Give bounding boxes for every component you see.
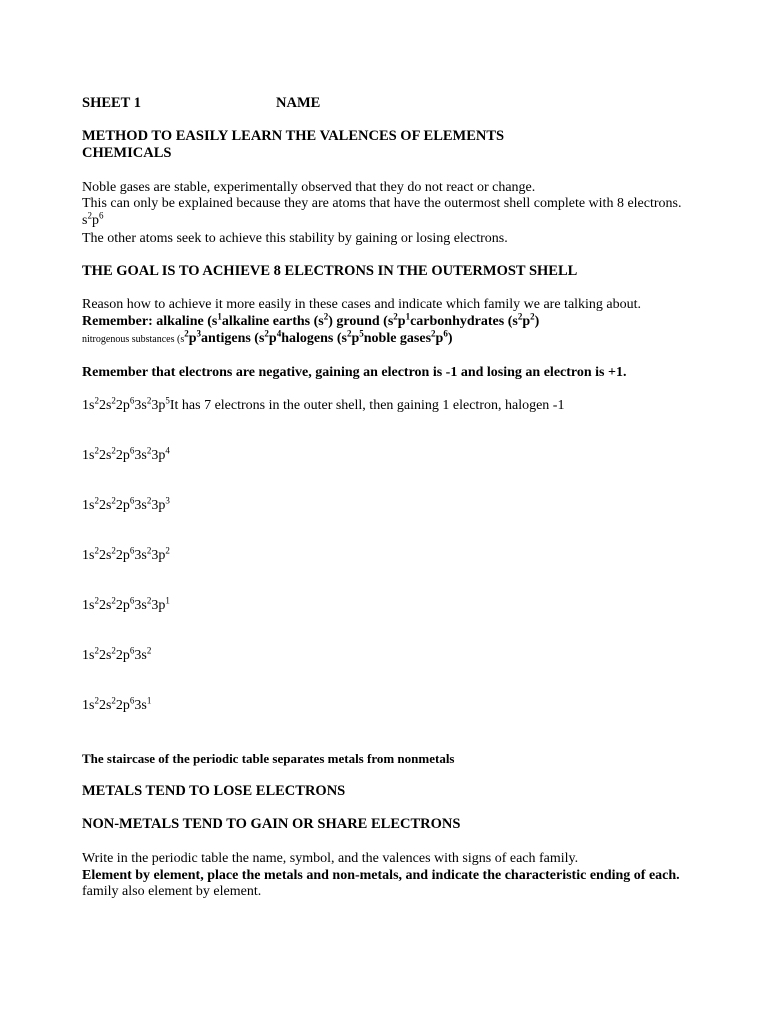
electron-count: 2 — [111, 695, 116, 706]
electron-configuration-row — [82, 447, 170, 464]
electron-count: 6 — [129, 595, 135, 606]
electron-count: 2 — [146, 495, 152, 506]
electron-count: 2 — [165, 545, 170, 556]
orbital-label: 3p — [151, 498, 166, 513]
orbital-label: 2p — [115, 448, 130, 463]
electron-count: 2 — [146, 645, 152, 656]
orbital-label: 2s — [98, 498, 112, 513]
closing-line-1: Write in the periodic table the name, symbol, and the valences with signs of each family. — [82, 851, 579, 866]
orbital-label: 3p — [151, 548, 166, 563]
electron-count: 2 — [94, 695, 99, 706]
intro-line-3: The other atoms seek to achieve this stability by gaining or losing electrons. — [82, 231, 508, 246]
orbital-label: 1s — [82, 548, 95, 563]
staircase-note: The staircase of the periodic table separates metals from nonmetals — [82, 751, 455, 766]
name-label: NAME — [276, 95, 321, 111]
orbital-label: 3s — [134, 498, 147, 513]
electron-count: 2 — [146, 545, 152, 556]
electron-count: 2 — [146, 445, 152, 456]
electron-count: 3 — [165, 495, 170, 506]
orbital-label: 2s — [98, 698, 112, 713]
electron-configuration-row — [82, 647, 151, 664]
electron-count: 5 — [165, 395, 170, 406]
orbital-label: 1s — [82, 498, 95, 513]
goal-heading: THE GOAL IS TO ACHIEVE 8 ELECTRONS IN THE OUTERMOST SHELL — [82, 263, 578, 279]
electron-configuration-row — [82, 697, 151, 714]
electron-configuration-row — [82, 547, 170, 564]
orbital-label: 3p — [151, 598, 166, 613]
electron-count: 2 — [94, 595, 99, 606]
orbital-label: 2p — [115, 398, 130, 413]
closing-line-2: Element by element, place the metals and non-metals, and indicate the characteristic ending of each. — [82, 868, 680, 883]
electron-count: 2 — [94, 395, 99, 406]
electron-count: 2 — [111, 495, 116, 506]
orbital-label: 3p — [151, 398, 166, 413]
orbital-label: 1s — [82, 698, 95, 713]
electron-configuration-row — [82, 497, 170, 514]
electron-count: 6 — [129, 695, 135, 706]
electron-count: 2 — [94, 545, 99, 556]
orbital-label: 1s — [82, 598, 95, 613]
electron-count: 2 — [94, 495, 99, 506]
electron-count: 6 — [129, 395, 135, 406]
electron-note: Remember that electrons are negative, gaining an electron is -1 and losing an electron is +1. — [82, 365, 627, 380]
electron-count: 6 — [129, 495, 135, 506]
orbital-label: 2p — [115, 698, 130, 713]
orbital-label: 2p — [115, 498, 130, 513]
electron-count: 1 — [165, 595, 170, 606]
configuration-note: It has 7 electrons in the outer shell, then gaining 1 electron, halogen -1 — [169, 398, 565, 413]
remember-families-line: Remember: alkaline ($s^1alkaline$ earths $(s^2)$ ground ($s^2p^1carbonhydrates$ $(s^2p^2)$ — [82, 311, 540, 329]
orbital-label: 3s — [134, 648, 147, 663]
electron-count: 2 — [146, 395, 152, 406]
orbital-label: 2s — [98, 648, 112, 663]
electron-count: 2 — [111, 445, 116, 456]
title-line-2: CHEMICALS — [82, 145, 172, 161]
reason-line: Reason how to achieve it more easily in these cases and indicate which family we are talking about. — [82, 297, 642, 312]
electron-configuration-row — [82, 397, 564, 414]
orbital-label: 1s — [82, 448, 95, 463]
noble-config: $s^2p^6$ — [82, 210, 104, 228]
electron-count: 2 — [111, 545, 116, 556]
electron-count: 1 — [146, 695, 152, 706]
electron-count: 6 — [129, 545, 135, 556]
electron-count: 4 — [165, 445, 170, 456]
metals-heading: METALS TEND TO LOSE ELECTRONS — [82, 783, 346, 799]
electron-count: 2 — [94, 645, 99, 656]
electron-count: 2 — [146, 595, 152, 606]
title-line-1: METHOD TO EASILY LEARN THE VALENCES OF ELEMENTS — [82, 128, 505, 144]
orbital-label: 1s — [82, 648, 95, 663]
orbital-label: 2s — [98, 598, 112, 613]
orbital-label: 3s — [134, 598, 147, 613]
intro-line-1: Noble gases are stable, experimentally observed that they do not react or change. — [82, 180, 536, 195]
orbital-label: 3p — [151, 448, 166, 463]
nonmetals-heading: NON-METALS TEND TO GAIN OR SHARE ELECTRONS — [82, 816, 461, 832]
orbital-label: 2p — [115, 598, 130, 613]
electron-configuration-row — [82, 597, 170, 614]
orbital-label: 2s — [98, 448, 112, 463]
orbital-label: 2p — [115, 648, 130, 663]
electron-count: 6 — [129, 445, 135, 456]
orbital-label: 3s — [134, 548, 147, 563]
sheet-label: SHEET 1 — [82, 95, 141, 111]
electron-count: 2 — [111, 645, 116, 656]
closing-line-3: family also element by element. — [82, 884, 262, 899]
orbital-label: 2s — [98, 398, 112, 413]
electron-count: 6 — [129, 645, 135, 656]
orbital-label: 1s — [82, 398, 95, 413]
intro-line-2: This can only be explained because they are atoms that have the outermost shell complete with 8 electrons. — [82, 196, 682, 211]
electron-count: 2 — [111, 595, 116, 606]
orbital-label: 2p — [115, 548, 130, 563]
orbital-label: 3s — [134, 398, 147, 413]
remember-families-line-2: nitrogenous substances ($s^2p^3antigens$ ($s^2p^4halogens$ ($s^2p^5noble$ $gases^2p^6$) — [82, 328, 453, 346]
electron-count: 2 — [94, 445, 99, 456]
orbital-label: 3s — [134, 698, 147, 713]
electron-count: 2 — [111, 395, 116, 406]
orbital-label: 3s — [134, 448, 147, 463]
orbital-label: 2s — [98, 548, 112, 563]
